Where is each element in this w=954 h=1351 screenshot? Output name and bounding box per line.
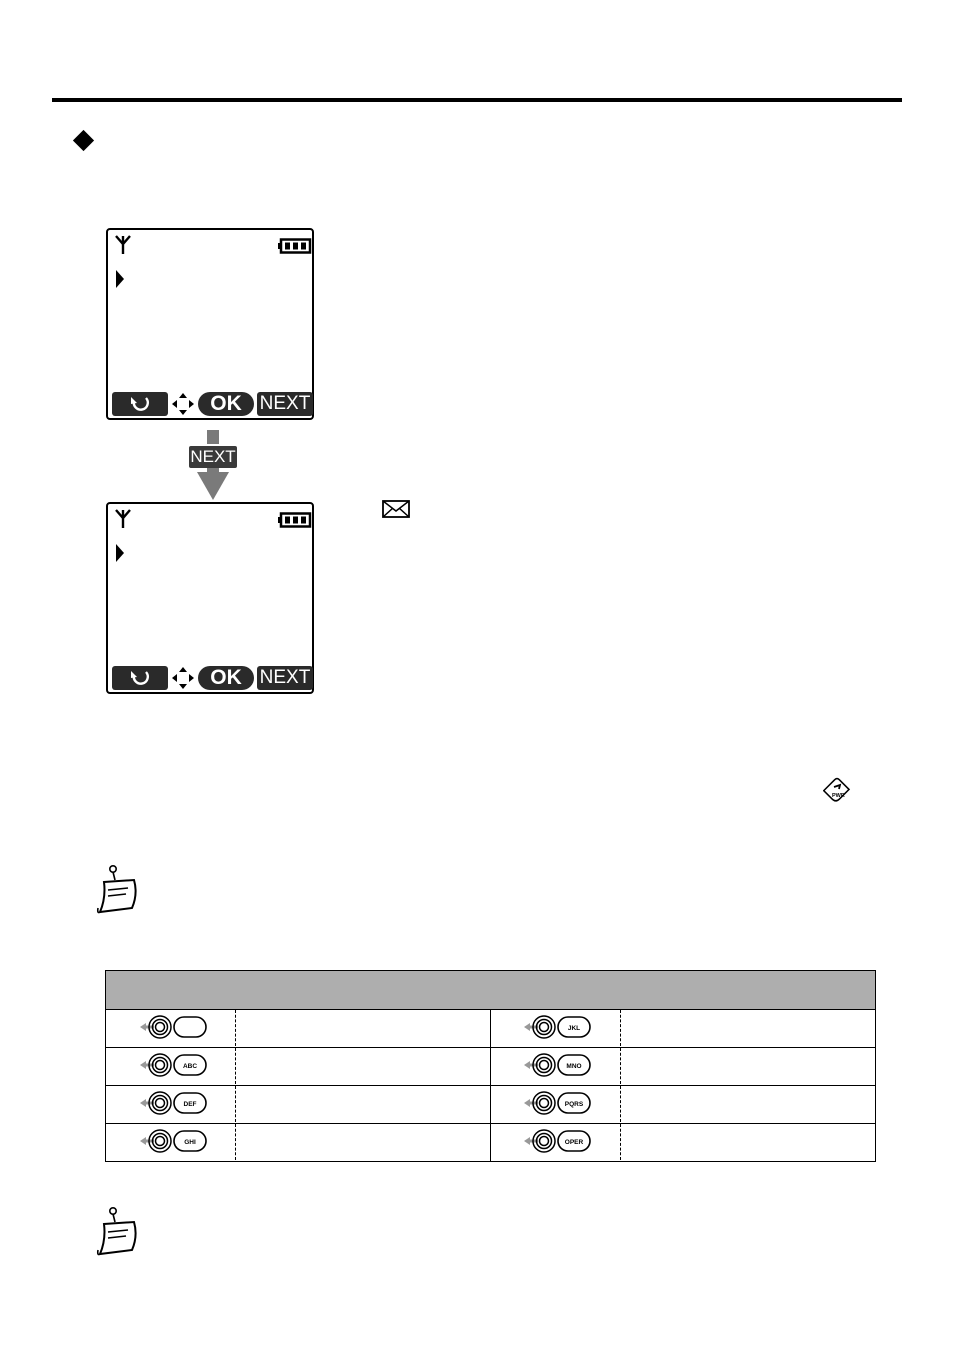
- header-rule: [52, 98, 902, 102]
- battery-icon: [278, 512, 312, 528]
- next-softkey[interactable]: NEXT: [257, 666, 313, 690]
- press-key-icon: [136, 1089, 216, 1117]
- ok-softkey[interactable]: OK: [198, 666, 254, 690]
- dashed-divider: [620, 1124, 621, 1160]
- next-softkey[interactable]: NEXT: [257, 392, 313, 416]
- dashed-divider: [620, 1010, 621, 1046]
- press-key-icon: [520, 1127, 600, 1155]
- antenna-icon: [114, 234, 132, 254]
- notebook-icon: [94, 1206, 142, 1258]
- selection-cursor-icon: [116, 544, 124, 562]
- power-key-label: PWR: [832, 793, 845, 799]
- press-key-icon: [520, 1013, 600, 1041]
- envelope-icon: [382, 500, 410, 518]
- back-softkey[interactable]: [112, 666, 168, 690]
- key-label: DEF: [183, 1101, 197, 1108]
- dashed-divider: [235, 1124, 236, 1160]
- key-label: PQRS: [564, 1101, 584, 1108]
- press-key-icon: [136, 1013, 216, 1041]
- dashed-divider: [235, 1048, 236, 1084]
- transition-next-label: NEXT: [190, 447, 236, 466]
- navigator-key-icon[interactable]: [171, 392, 195, 416]
- back-softkey[interactable]: [112, 392, 168, 416]
- navigator-key-icon[interactable]: [171, 666, 195, 690]
- table-header: [106, 971, 875, 1010]
- down-arrow-icon: [197, 472, 229, 500]
- key-label: JKL: [567, 1025, 581, 1032]
- handset-display-1: [106, 228, 314, 420]
- notebook-icon: [94, 864, 142, 916]
- press-key-icon: [136, 1051, 216, 1079]
- key-label: GHI: [184, 1139, 196, 1146]
- ok-softkey[interactable]: OK: [198, 392, 254, 416]
- softkey-bar: [110, 392, 312, 418]
- back-arrow-icon: [112, 666, 168, 690]
- dashed-divider: [235, 1086, 236, 1122]
- handset-display-2: [106, 502, 314, 694]
- diamond-bullet-icon: [73, 130, 94, 151]
- antenna-icon: [114, 508, 132, 528]
- press-key-icon: [520, 1051, 600, 1079]
- softkey-bar: [110, 666, 312, 692]
- press-key-icon: [136, 1127, 216, 1155]
- battery-icon: [278, 238, 312, 254]
- press-key-icon: [520, 1089, 600, 1117]
- key-assignment-table: [105, 970, 876, 1162]
- key-label: MNO: [566, 1063, 582, 1070]
- key-label: ABC: [182, 1063, 198, 1070]
- dashed-divider: [620, 1086, 621, 1122]
- selection-cursor-icon: [116, 270, 124, 288]
- back-arrow-icon: [112, 392, 168, 416]
- dashed-divider: [620, 1048, 621, 1084]
- table-column-divider: [490, 1009, 491, 1161]
- key-label: OPER: [564, 1139, 584, 1146]
- dashed-divider: [235, 1010, 236, 1046]
- transition-arrow-stem: [207, 430, 219, 444]
- power-end-key-icon: [823, 776, 851, 804]
